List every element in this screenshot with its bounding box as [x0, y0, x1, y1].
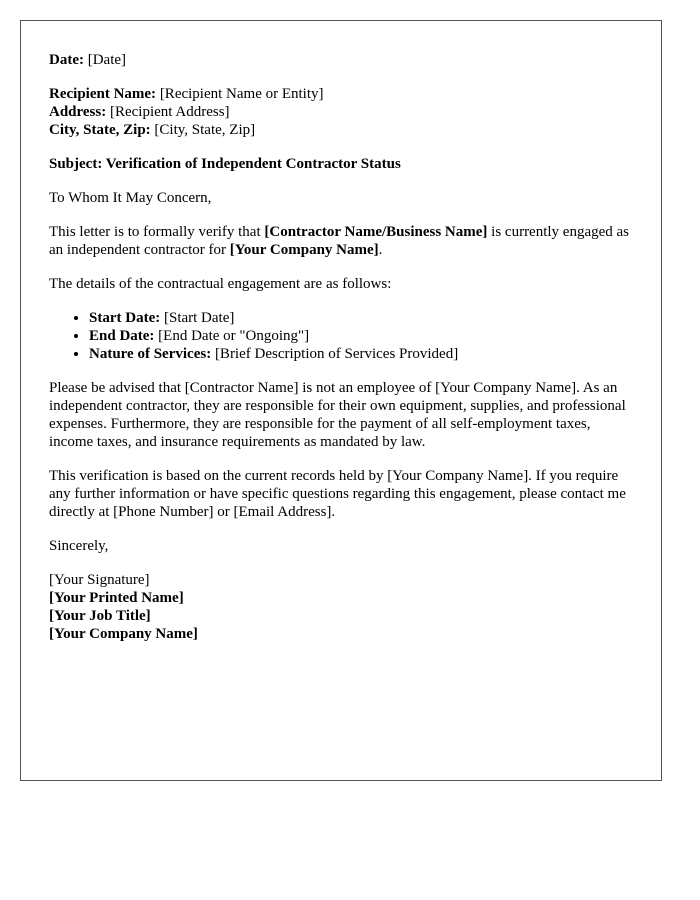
intro-company: [Your Company Name]: [229, 242, 379, 258]
recipient-block: [49, 85, 633, 139]
date-label: Date:: [49, 52, 84, 68]
intro-text-1: This letter is to formally verify that: [49, 224, 265, 240]
details-item-start-date: [89, 309, 633, 327]
subject-text: Subject: Verification of Independent Contractor Status: [49, 156, 401, 172]
status-paragraph: Please be advised that [Contractor Name] is not an employee of [Your Company Name]. As an independent contractor, they are responsible for their own equipment, supplies, and professional expenses. Furthermore, they are responsible for the payment of all self-employment taxes, income taxes, and insurance requirements as mandated by law.: [49, 380, 626, 450]
address-value: [Recipient Address]: [109, 104, 230, 120]
details-label: Nature of Services:: [89, 346, 212, 362]
date-line: [49, 51, 633, 69]
letter-page: [20, 20, 662, 781]
printed-name: [49, 589, 633, 607]
subject-line: [49, 155, 633, 173]
details-value: [Brief Description of Services Provided]: [214, 346, 459, 362]
company-name-text: [Your Company Name]: [49, 626, 198, 642]
signature-block: [49, 571, 633, 643]
city-label: City, State, Zip:: [49, 122, 151, 138]
salutation: To Whom It May Concern,: [49, 190, 212, 206]
company-name: [49, 625, 633, 643]
details-label: End Date:: [89, 328, 155, 344]
contact-paragraph: This verification is based on the current records held by [Your Company Name]. If you require any further information or have specific questions regarding this engagement, please contact me directly at [Phone Number] or [Email Address].: [49, 468, 626, 520]
address-label: Address:: [49, 104, 107, 120]
details-intro: The details of the contractual engagement are as follows:: [49, 276, 392, 292]
details-item-services: [89, 345, 633, 363]
details-item-end-date: [89, 327, 633, 345]
recipient-value: [Recipient Name or Entity]: [159, 86, 324, 102]
intro-text-2: is currently engaged as an independent contractor for: [49, 224, 630, 258]
city-value: [City, State, Zip]: [154, 122, 256, 138]
closing: Sincerely,: [49, 538, 109, 554]
details-list: [49, 309, 633, 363]
details-value: [End Date or "Ongoing"]: [158, 328, 310, 344]
intro-paragraph: [49, 223, 633, 259]
printed-name-text: [Your Printed Name]: [49, 590, 184, 606]
recipient-label: Recipient Name:: [49, 86, 157, 102]
date-value: [Date]: [87, 52, 127, 68]
job-title-text: [Your Job Title]: [49, 608, 151, 624]
details-label: Start Date:: [89, 310, 161, 326]
job-title: [49, 607, 633, 625]
intro-contractor: [Contractor Name/Business Name]: [264, 224, 488, 240]
signature-line: [Your Signature]: [49, 572, 150, 588]
details-value: [Start Date]: [163, 310, 235, 326]
intro-text-3: .: [378, 242, 383, 258]
